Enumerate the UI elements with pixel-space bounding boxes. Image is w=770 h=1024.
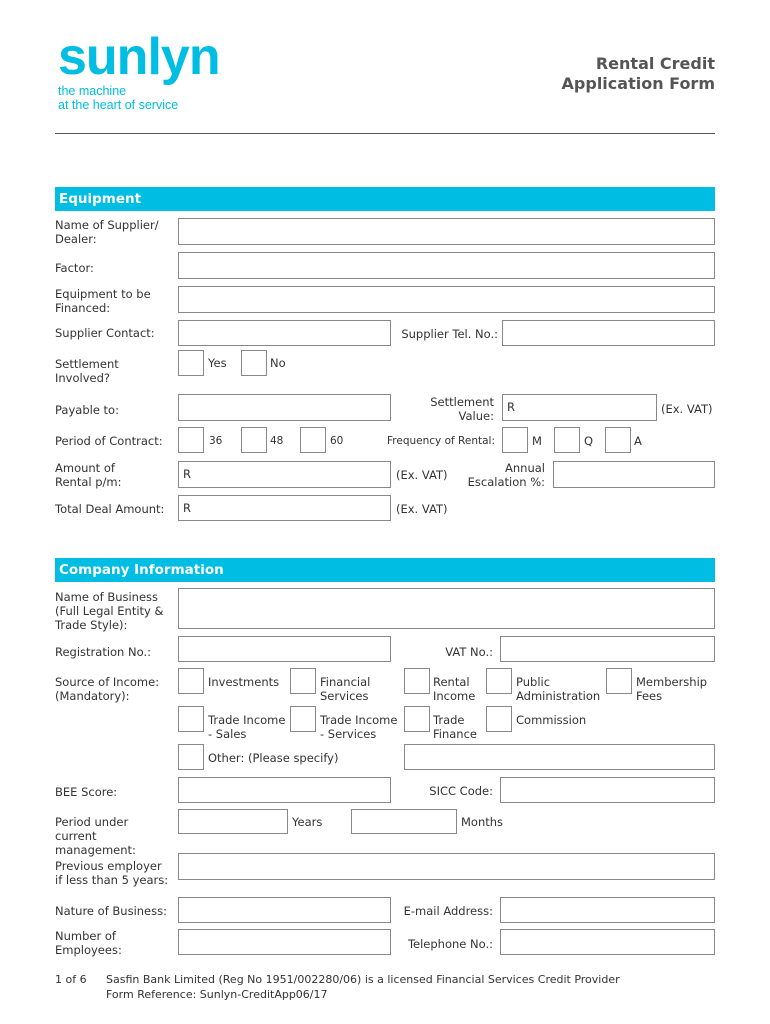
freq-m-checkbox[interactable]: [502, 427, 528, 453]
equipment-section-header: Equipment: [55, 187, 715, 211]
page-title: [562, 54, 715, 94]
a-label: A: [634, 434, 642, 448]
sicc-label: SICC Code:: [429, 784, 493, 798]
escalation-input[interactable]: [553, 461, 715, 488]
investments-label: Investments: [208, 675, 280, 689]
bee-label: BEE Score:: [55, 785, 118, 799]
equipment-input[interactable]: [178, 286, 715, 313]
q-label: Q: [584, 434, 594, 448]
period-label: Period of Contract:: [55, 434, 163, 448]
vat-label: VAT No.:: [445, 645, 493, 659]
settlement-yes-checkbox[interactable]: [178, 350, 204, 376]
settlement-involved-label: Settlement Involved?: [55, 357, 119, 385]
bee-input[interactable]: [178, 777, 391, 803]
employees-input[interactable]: [178, 929, 391, 955]
factor-input[interactable]: [178, 252, 715, 279]
m-label: M: [532, 434, 542, 448]
financial-checkbox[interactable]: [290, 668, 316, 694]
supplier-contact-label: Supplier Contact:: [55, 326, 155, 340]
amount-input[interactable]: R: [178, 461, 391, 488]
settlement-no-checkbox[interactable]: [241, 350, 267, 376]
financial-label: Financial Services: [320, 675, 371, 703]
payable-input[interactable]: [178, 394, 391, 421]
escalation-label: Annual Escalation %:: [467, 461, 545, 489]
public-checkbox[interactable]: [486, 668, 512, 694]
commission-label: Commission: [516, 713, 587, 727]
no-label: No: [270, 356, 286, 370]
period-48-checkbox[interactable]: [241, 427, 267, 453]
trade-services-checkbox[interactable]: [290, 706, 316, 732]
nature-input[interactable]: [178, 897, 391, 923]
freq-a-checkbox[interactable]: [605, 427, 631, 453]
yes-label: Yes: [208, 356, 227, 370]
header-divider: [55, 133, 715, 134]
investments-checkbox[interactable]: [178, 668, 204, 694]
nature-label: Nature of Business:: [55, 904, 167, 918]
equipment-label: Equipment to be Financed:: [55, 287, 151, 315]
months-input[interactable]: [351, 809, 457, 834]
payable-label: Payable to:: [55, 403, 119, 417]
trade-sales-checkbox[interactable]: [178, 706, 204, 732]
sicc-input[interactable]: [500, 777, 715, 803]
employees-label: Number of Employees:: [55, 929, 122, 957]
supplier-input[interactable]: [178, 218, 715, 245]
trade-services-label: Trade Income - Services: [320, 713, 398, 741]
amount-label: Amount of Rental p/m:: [55, 461, 122, 489]
other-checkbox[interactable]: [178, 744, 204, 770]
years-input[interactable]: [178, 809, 288, 834]
previous-employer-input[interactable]: [178, 853, 715, 880]
other-input[interactable]: [404, 744, 715, 770]
logo-wordmark: sunlyn: [58, 28, 220, 86]
total-input[interactable]: R: [178, 495, 391, 521]
business-name-label: Name of Business (Full Legal Entity & Trade Style):: [55, 590, 164, 632]
supplier-label: Name of Supplier/ Dealer:: [55, 218, 159, 246]
rental-checkbox[interactable]: [404, 668, 430, 694]
registration-label: Registration No.:: [55, 645, 151, 659]
trade-sales-label: Trade Income - Sales: [208, 713, 286, 741]
supplier-tel-input[interactable]: [502, 320, 715, 346]
previous-employer-label: Previous employer if less than 5 years:: [55, 859, 169, 887]
logo-tagline-1: the machine: [58, 84, 127, 98]
footer-legal: Sasfin Bank Limited (Reg No 1951/002280/06) is a licensed Financial Services Credit Provider: [106, 973, 620, 986]
public-label: Public Administration: [516, 675, 601, 703]
amount-exvat-label: (Ex. VAT): [396, 468, 448, 482]
trade-finance-checkbox[interactable]: [404, 706, 430, 732]
other-label: Other: (Please specify): [208, 751, 339, 765]
sunlyn-logo: [58, 30, 220, 112]
title-line-2: Application Form: [561, 74, 715, 93]
company-section-header: Company Information: [55, 558, 715, 582]
email-input[interactable]: [500, 897, 715, 923]
total-exvat-label: (Ex. VAT): [396, 502, 448, 516]
p60-label: 60: [330, 435, 344, 447]
membership-checkbox[interactable]: [606, 668, 632, 694]
months-label: Months: [461, 815, 504, 829]
business-name-input[interactable]: [178, 588, 715, 629]
rental-label: Rental Income: [433, 675, 476, 703]
period-management-label: Period under current management:: [55, 815, 136, 857]
settlement-value-input[interactable]: R: [502, 394, 657, 421]
registration-input[interactable]: [178, 636, 391, 662]
telephone-label: Telephone No.:: [407, 937, 493, 951]
trade-finance-label: Trade Finance: [433, 713, 477, 741]
telephone-input[interactable]: [500, 929, 715, 955]
settlement-value-label: Settlement Value:: [430, 395, 494, 423]
period-36-checkbox[interactable]: [178, 427, 204, 453]
total-label: Total Deal Amount:: [55, 502, 165, 516]
email-label: E-mail Address:: [403, 904, 493, 918]
factor-label: Factor:: [55, 261, 94, 275]
vat-input[interactable]: [500, 636, 715, 662]
footer-reference: Form Reference: Sunlyn-CreditApp06/17: [106, 988, 328, 1001]
settlement-exvat-label: (Ex. VAT): [661, 402, 713, 416]
logo-tagline-2: at the heart of service: [58, 98, 179, 112]
period-60-checkbox[interactable]: [300, 427, 326, 453]
supplier-tel-label: Supplier Tel. No.:: [401, 327, 498, 341]
membership-label: Membership Fees: [636, 675, 708, 703]
page-number: 1 of 6: [55, 973, 87, 986]
years-label: Years: [292, 815, 323, 829]
supplier-contact-input[interactable]: [178, 320, 391, 346]
title-line-1: Rental Credit: [595, 54, 715, 73]
p36-label: 36: [209, 435, 223, 447]
freq-q-checkbox[interactable]: [554, 427, 580, 453]
frequency-label: Frequency of Rental:: [387, 435, 495, 447]
commission-checkbox[interactable]: [486, 706, 512, 732]
p48-label: 48: [270, 435, 284, 447]
source-label: Source of Income: (Mandatory):: [55, 675, 160, 703]
